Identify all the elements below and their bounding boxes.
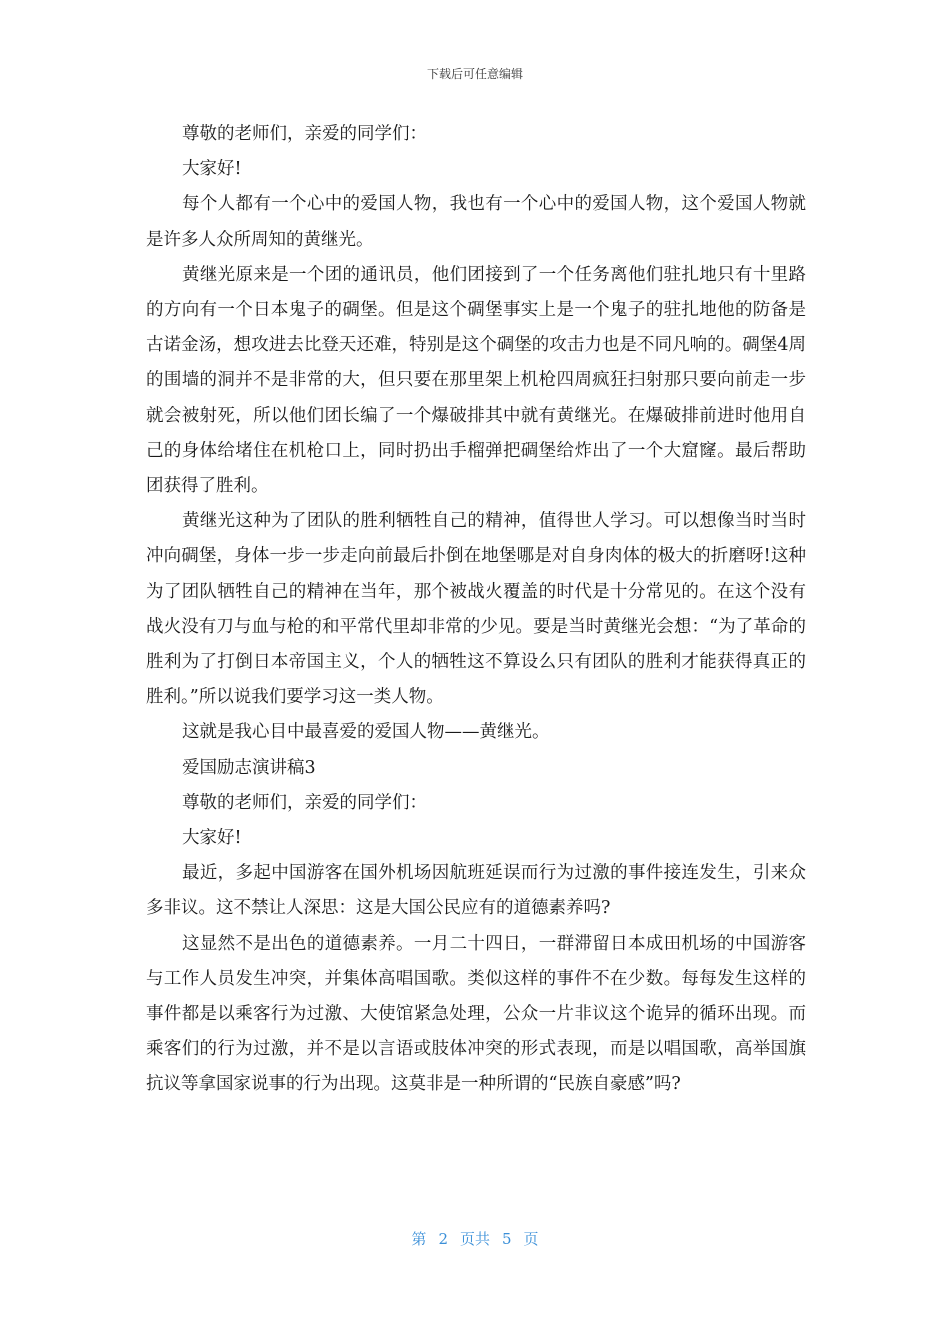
footer-middle: 页共: [459, 1230, 490, 1248]
current-page-number: 2: [438, 1230, 448, 1248]
body-paragraph: 黄继光原来是一个团的通讯员，他们团接到了一个任务离他们驻扎地只有十里路的方向有一个日本鬼子的碉堡。但是这个碉堡事实上是一个鬼子的驻扎地他的防备是古诺金汤，想攻进去比登天还难，特别是这个碉堡的攻击力也是不同凡响的。碉堡4周的围墙的洞并不是非常的大，但只要在那里架上机枪四周疯狂扫射那只要向前走一步就会被射死，所以他们团长编了一个爆破排其中就有黄继光。在爆破排前进时他用自己的身体给堵住在机枪口上，同时扔出手榴弹把碉堡给炸出了一个大窟窿。最后帮助团获得了胜利。: [146, 264, 806, 497]
body-paragraph: 每个人都有一个心中的爱国人物，我也有一个心中的爱国人物，这个爱国人物就是许多人众所周知的黄继光。: [146, 194, 806, 250]
body-paragraph: 这显然不是出色的道德素养。一月二十四日，一群滞留日本成田机场的中国游客与工作人员发生冲突，并集体高唱国歌。类似这样的事件不在少数。每每发生这样的事件都是以乘客行为过激、大使馆紧急处理，公众一片非议这个诡异的循环出现。而乘客们的行为过激，并不是以言语或肢体冲突的形式表现，而是以唱国歌，高举国旗抗议等拿国家说事的行为出现。这莫非是一种所谓的“民族自豪感”吗?: [146, 933, 806, 1095]
section-title: 爱国励志演讲稿3: [182, 757, 316, 778]
page-header: 下载后可任意编辑: [426, 67, 523, 81]
body-paragraph: 这就是我心目中最喜爱的爱国人物——黄继光。: [182, 722, 550, 743]
footer-suffix: 页: [523, 1230, 539, 1248]
body-paragraph: 黄继光这种为了团队的胜利牺牲自己的精神，值得世人学习。可以想像当时当时冲向碉堡，身体一步一步走向前最后扑倒在地堡哪是对自身肉体的极大的折磨呀!这种为了团队牺牲自己的精神在当年，那个被战火覆盖的时代是十分常见的。在这个没有战火没有刀与血与枪的和平常代里却非常的少见。要是当时黄继光会想：“为了革命的胜利为了打倒日本帝国主义，个人的牺牲这不算设么只有团队的胜利才能获得真正的胜利。”所以说我们要学习这一类人物。: [146, 511, 806, 708]
salutation: 大家好!: [182, 828, 242, 849]
body-paragraph: 最近，多起中国游客在国外机场因航班延误而行为过激的事件接连发生，引来众多非议。这不禁让人深思：这是大国公民应有的道德素养吗?: [146, 863, 806, 919]
greeting: 尊敬的老师们，亲爱的同学们：: [182, 124, 427, 144]
salutation: 大家好!: [182, 159, 242, 180]
page-number-footer: [0, 1229, 950, 1249]
total-page-number: 5: [502, 1230, 512, 1248]
greeting: 尊敬的老师们，亲爱的同学们：: [182, 792, 427, 813]
document-body: [146, 117, 806, 1103]
footer-prefix: 第: [411, 1230, 427, 1248]
